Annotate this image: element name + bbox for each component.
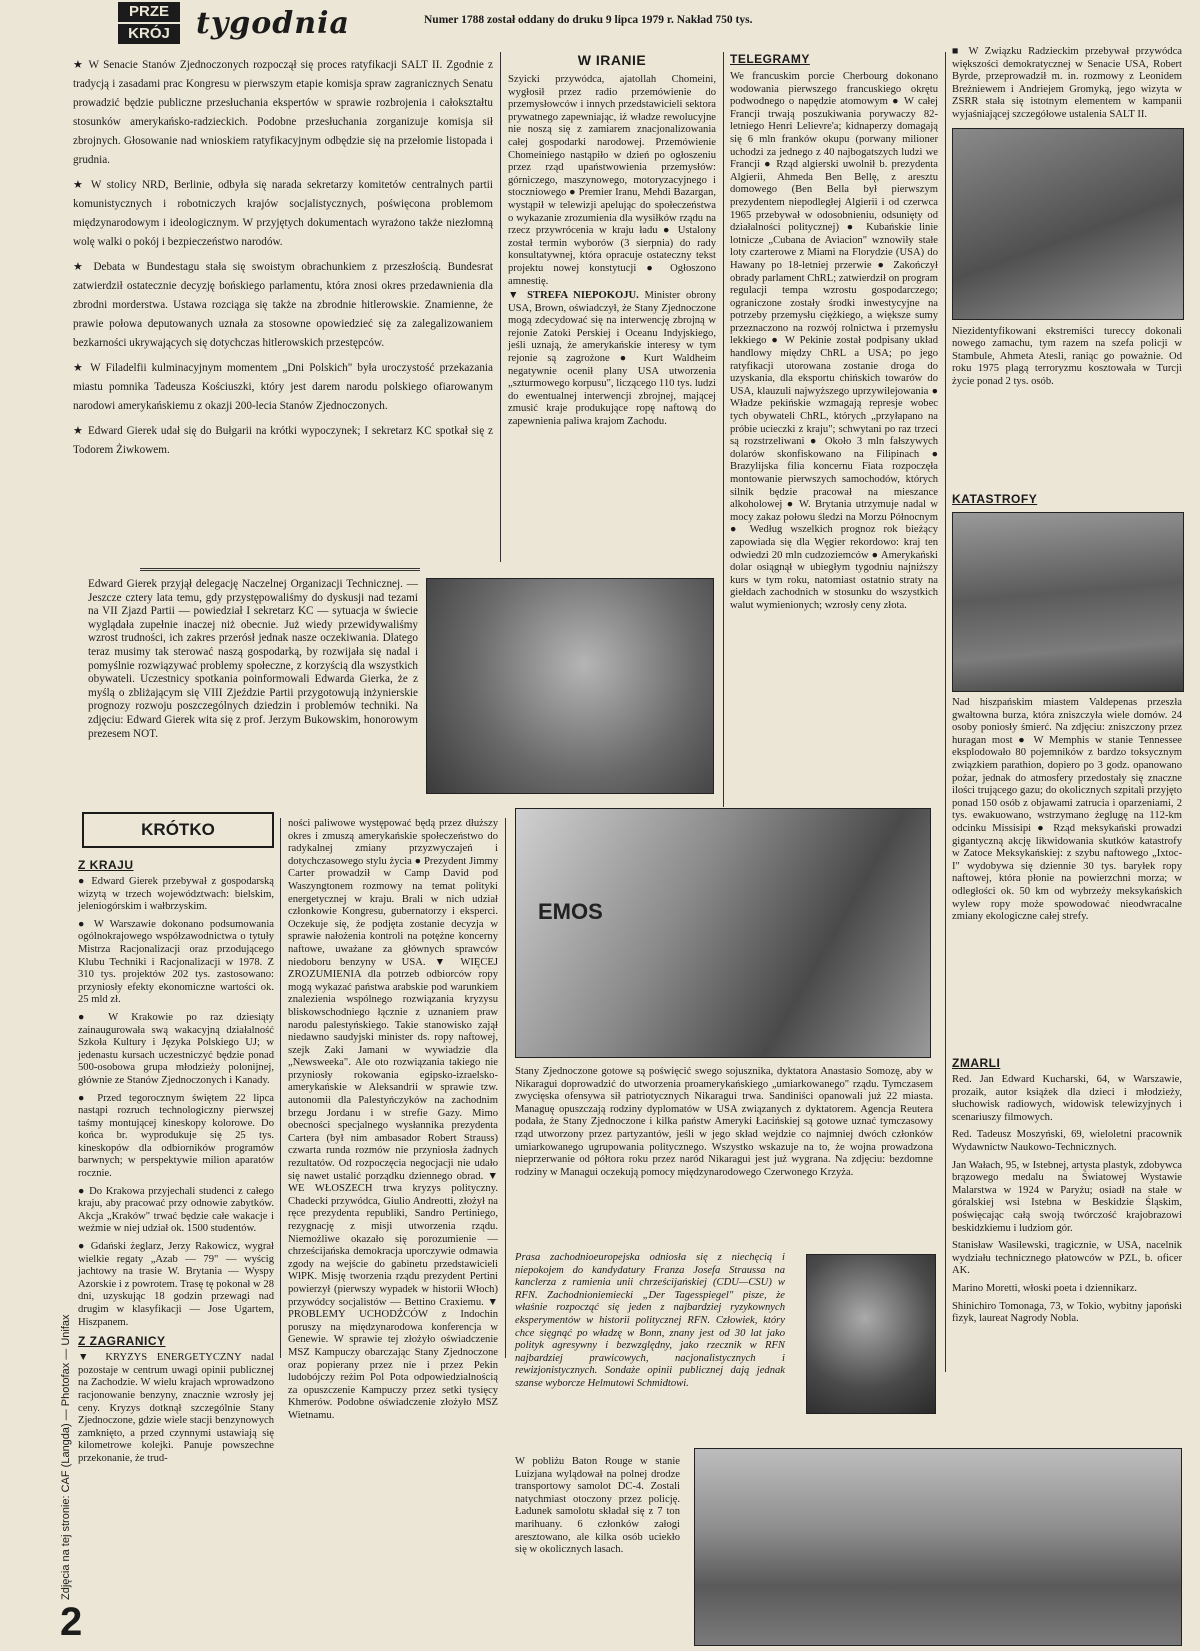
zmarli-block	[952, 1056, 1182, 1331]
katastrofy-text: Nad hiszpańskim miastem Valdepenas przeszła gwałtowna burza, która zniszczyła wiele domów. 24 osoby poniosły śmierć. Na zdjęciu: zniszczony przez huragan most ● W Memphis w stanie Tennessee eksplodowało 80 pojemników z bardzo toksycznym związkiem parathion, dopiero po 3 godz. opanowano pożar, jednak do atmosfery przedostały się znaczne ilości trującego gazu; do okolicznych szpitali przyjęto ponad 150 osób z objawami zatrucia i oparzeniami, 2 tys. ewakuowano, wstrzymano żeglugę na 112-km odcinku Missisipi ● Rząd meksykański prowadzi gigantyczną akcję likwidowania skutków katastrofy w Zatoce Meksykańskiej: z szybu naftowego „Ixtoc-I" wydobywa się dziennie 30 tys. baryłek ropy naftowej, która płonie na powierzchni morza; w odległości ok. 50 km od wybrzeży meksykańskich wylew ropy może spowodować nieodwracalne zmiany ekologiczne całej strefy.	[952, 697, 1182, 923]
news-item: ★ W Filadelfii kulminacyjnym momentem „Dni Polskich" była uroczystość przekazania miastu pomnika Tadeusza Kościuszki, który jest darem narodu polskiego ofiarowanym narodowi amerykańskiemu z okazji 200-lecia Stanów Zjednoczonych.	[73, 362, 493, 412]
zmarli-item: Shinichiro Tomonaga, 73, w Tokio, wybitny japoński fizyk, laureat Nagrody Nobla.	[952, 1300, 1182, 1325]
krotko-box	[82, 812, 274, 848]
iran-column	[508, 52, 716, 429]
logo-bottom: KRÓJ	[118, 24, 180, 44]
issue-line: Numer 1788 został oddany do druku 9 lipca 1979 r. Nakład 750 tys.	[424, 14, 753, 26]
kraj-item: ● Do Krakowa przyjechali studenci z całego kraju, aby pracować przy odnowie zabytków. Akcja „Kraków" trwać będzie całe wakacje i weźmie w niej udział ok. 1500 studentów.	[78, 1185, 274, 1235]
logo-top: PRZE	[118, 2, 180, 22]
col2-text: ności paliwowe występować będą przez dłuższy okres i zmuszą amerykańskie społeczeństwo do radykalnej zmiany przyzwyczajeń i dotychczasowego stylu życia ● Prezydent Jimmy Carter prowadził w Camp David pod Waszyngtonem rozmowy na temat polityki energetycznej w kraju. Brali w nich udział członkowie Kongresu, gubernatorzy i eksperci. Oczekuje się, że podjęta zostanie decyzja w sprawie nałożenia kontroli na potężne koncerny naftowe, uważane za głównych sprawców niedoboru benzyny w USA. ▼ WIĘCEJ ZROZUMIENIA dla potrzeb odbiorców ropy mogą wykazać państwa arabskie pod warunkiem znalezienia wspólnego rozwiązania kryzysu bliskowschodniego łącznie z uznaniem praw narodu palestyńskiego. Takie stanowisko zajął niedawno saudyjski minister ds. ropy naftowej, szejk Zaki Jamani w wywiadzie dla „Newsweeka". Ale oto rozwiązania takiego nie przyniosły rokowania egipsko-izraelsko-amerykańskie w Aleksandrii w sprawie tzw. autonomii dla Palestyńczyków na zachodnim brzegu Jordanu i w strefie Gazy. Mimo obecności specjalnego wysłannika prezydenta Cartera (był nim ambasador Robert Strauss) czwarta runda rozmów nie przyniosła żadnych rezultatów. Od rozpoczęcia negocjacji nie udało się nawet ustalić porządku dziennego obrad. ▼ WE WŁOSZECH trwa kryzys polityczny. Chadecki przywódca, Giulio Andreotti, złożył na ręce prezydenta republiki, Sandro Pertinіego, rezygnację z misji utworzenia rządu. Niemożliwe okazało się porozumienie — chrześcijańska demokracja uporczywie odmawia zgody na wejście do gabinetu przedstawicieli WłPK. Misję tworzenia rządu prezydent Pertini powierzył (pierwszy wypadek w historii Włoch) przywódcy socjalistów — Bettino Craxiemu. ▼ PROBLEMY UCHODŹCÓW z Indochin poruszy na międzynarodowa konferencja w Genewie. W sprawie tej złożyło oświadczenie MSZ Kampuczy obarczając Stany Zjednoczone oraz popierany przez nie i przez Pekin ludobójczy reżim Pol Pota odpowiedzialnością za opuszczenie Kampuczy przez setki tysięcy Khmerów. Podobne oświadczenie złożyło MSZ Wietnamu.	[288, 818, 498, 1421]
right-top	[952, 46, 1182, 389]
kraj-item: ● W Warszawie dokonano podsumowania ogólnokrajowego współzawodnictwa o tytuły Mistrza Racjonalizacji oraz przodującego Klubu Techniki i Racjonalizacji w 1978. Z 310 tys. projektów 202 tys. zastosowano: przyniosły efekty ekonomiczne wartości ok. 25 mld zł.	[78, 918, 275, 1006]
nicaragua-photo	[515, 808, 931, 1058]
masthead-logo	[118, 2, 180, 46]
page-number: 2	[60, 1600, 83, 1644]
strefa-heading: STREFA NIEPOKOJU.	[527, 290, 639, 302]
strefa-text: Minister obrony USA, Brown, oświadczył, że Stany Zjednoczone mogą zdecydować się na interwencję zbrojną w rejonie Zatoki Perskiej i Oceanu Indyjskiego, jeśli uznają, że amerykańskie interesy w tym rejonie są zagrożone ● Kurt Waldheim negatywnie ocenił plany USA utworzenia „szturmowego korpusu", liczącego 110 tys. ludzi do ewentualnej interwencji zbrojnej, mającej zmusić kraje produkujące ropę naftową do zapewnienia paliwa krajom Zachodu.	[508, 290, 716, 428]
telegramy-column	[730, 50, 938, 613]
strauss-block	[515, 1252, 785, 1391]
krotko-col1	[78, 858, 274, 1466]
zmarli-item: Red. Tadeusz Moszyński, 69, wieloletni pracownik Wydawnictw Naukowo-Technicznych.	[952, 1129, 1182, 1153]
nicaragua-sign: EMOS	[538, 899, 603, 924]
iran-heading: W IRANIE	[577, 52, 647, 68]
kraj-item: ● Gdański żeglarz, Jerzy Rakowicz, wygrał wielkie regaty „Azab — 79" — wyścig jachtowy na trasie W. Brytania — Wyspy Azorskie i z powrotem. Trasę tę pokonał w 28 dni, uzyskując 18 godzin przewagi nad drugim w klasyfikacji — Jose Ugartem, Hiszpanem.	[78, 1241, 274, 1328]
gierek-photo	[426, 578, 714, 794]
byrd-text: ■ W Związku Radzieckim przebywał przywódca większości demokratycznej w Senacie USA, Robert Byrde, przeprowadził m. in. rozmowy z Leonidem Breżniewem i Andriejem Gromyką, jego wizyta w ZSRR stała się istotnym elementem w kampanii wyjaśniającej szczegółowe ustalenia SALT II.	[952, 46, 1182, 120]
kraj-item: ● Przed tegorocznym świętem 22 lipca nastąpi rozruch technologiczny pierwszej taśmy montującej kineskopy kolorowe. Do końca br. wyprodukuje się 25 tys. kineskopów dla odbiorników programów barwnych; w perspektywie milion aparatów rocznie.	[78, 1092, 274, 1180]
news-item: ★ W Senacie Stanów Zjednoczonych rozpoczął się proces ratyfikacji SALT II. Zgodnie z tradycją i zasadami prac Kongresu w pierwszym etapie komisja spraw zagranicznych Senatu prowadzić będzie publiczne przesłuchania ekspertów w sprawie rozbrojenia i całokształtu stosunków amerykańsko-radzieckich. Podobne przesłuchania zorganizuje komisja sił zbrojnych. Głosowanie nad wnioskiem ratyfikacyjnym odbędzie się na przełomie listopada i grudnia.	[73, 59, 493, 166]
zmarli-item: Marino Moretti, włoski poeta i dziennikarz.	[952, 1282, 1138, 1294]
krotko-title: KRÓTKO	[141, 820, 215, 839]
turkey-caption: Niezidentyfikowani ekstremiści tureccy dokonali nowego zamachu, tym razem na szefa policji w Stambule, Ahmeta Atesli, raniąc go poważnie. Od roku 1975 plagą terroryzmu kosztowała w Turcji życie ponad 2 tys. osób.	[952, 325, 1182, 387]
zmarli-item: Jan Wałach, 95, w Istebnej, artysta plastyk, zdobywca brązowego medalu na Światowej Wystawie Malarstwa w 1924 w Paryżu; osiadł na stałe w góralskiej wsi Istebna w Beskidzie Śląskim, poświęcając całą swoją twórczość krajobrazowi beskidzkiemu i ludziom gór.	[952, 1159, 1182, 1234]
zmarli-item: Stanisław Wasilewski, tragicznie, w USA, nacelnik wydziału technicznego płatowców w PZL, b. oficer AK.	[952, 1240, 1182, 1277]
zmarli-item: Red. Jan Edward Kucharski, 64, w Warszawie, prozaik, autor książek dla dzieci i młodzieży, słuchowisk radiowych, widowisk telewizyjnych i scenariuszy filmowych.	[952, 1074, 1182, 1123]
news-item: ★ Edward Gierek udał się do Bułgarii na krótki wypoczynek; I sekretarz KC spotkał się z Todorem Żiwkowem.	[73, 425, 494, 456]
gierek-block	[88, 578, 418, 741]
nicaragua-caption: Stany Zjednoczone gotowe są poświęcić swego sojusznika, dyktatora Anastasio Somozę, aby w Nikaragui doprowadzić do utworzenia proamerykańskiego „umiarkowanego" rządu. Tymczasem zwycięska ofensywa sił patriotycznych Nikaragui trwa. Sandiniści opanowali już 22 miasta. Managuę opuszczają rodziny dyplomatów w USA związanych z dyktatorem. Agencja Reutera podała, że Stany Zjednoczone i kilka państw Ameryki Łacińskiej są gotowe uznać tymczasowy rząd utworzony przez partyzantów, jeśli w jego skład wejdzie co najmniej dwóch członków umiarkowanego ugrupowania politycznego. Wszystko wskazuje na to, że wojna prowadzona nieprzerwanie od półtora roku przez naród Nikaragui jest już wygrana. Na zdjęciu: bezdomne rodziny w Managui oczekują pomocy międzynarodowego Czerwonego Krzyża.	[515, 1066, 933, 1178]
zagr-text: ▼ KRYZYS ENERGETYCZNY nadal pozostaje w centrum uwagi opinii publicznej na Zachodzie. W wielu krajach wprowadzono racjonowanie benzyny, znacznie wzrosły jej ceny. Kryzys dotknął szczególnie Stany Zjednoczone, gdzie wiele stacji benzynowych zamknięto, a przed czynnymi ustawiają się kilometrowe kolejki. Panuje powszechne przekonanie, że trud-	[78, 1352, 274, 1464]
krotko-col2	[288, 818, 498, 1423]
photo-credit: Zdjęcia na tej stronie: CAF (Langda) — Photofax — Unifax	[60, 1314, 72, 1600]
strauss-text: Prasa zachodnioeuropejska odniosła się z niechęcią i niepokojem do kandydatury Franza Josefa Straussa na kanclerza z ramienia unii chrześcijańskiej (CDU—CSU) w RFN. Zachodnioniemiecki „Der Tagesspiegel" pisze, że właśnie rozpocząć się jeden z najbardziej ryzykownych eksperymentów w historii politycznej RFN. Człowiek, który chce sięgnąć po władzę w Bonn, znany jest od 30 lat jako polityk agresywny i bezwzględny, jako rzecznik w RFN najbardziej prawicowych, nacjonalistycznych i rewizjonistycznych. Sondaże opinii publicznej dają jednak szanse wyborcze Helmutowi Schmidtowi.	[515, 1252, 785, 1389]
storm-photo	[952, 512, 1184, 692]
section-title: tygodnia	[196, 6, 350, 41]
kraj-item: ● W Krakowie po raz dziesiąty zainaugurowała swą wakacyjną działalność Szkoła Kultury i Języka Polskiego UJ; w jedenastu kursach uczestniczyć będzie ponad 500-osobowa grupa młodzieży polonijnej, głównie ze Stanów Zjednoczonych i Kanady.	[78, 1011, 274, 1086]
news-item: ★ W stolicy NRD, Berlinie, odbyła się narada sekretarzy komitetów centralnych partii komunistycznych i robotniczych krajów socjalistycznych, poświęcona problemom międzynarodowym i ideologicznym. W przyjętych dokumentach wyrażono także niezłomną wolę walki o pokój i bezpieczeństwo narodów.	[73, 179, 493, 248]
gierek-text: Edward Gierek przyjął delegację Naczelnej Organizacji Technicznej. — Jeszcze cztery lata temu, gdy przystępowaliśmy do dyskusji nad tezami na VII Zjazd Partii — powiedział I sekretarz KC — sytuacja w świecie wyglądała zupełnie inaczej niż obecnie. Już wiedy przewidywaliśmy wzrost trudności, ich zakres przerósł jednak nasze oczekiwania. Dlatego teraz musimy tak sterować naszą gospodarką, by rozwijała się nadal i pomyślnie rozwiązywać problemy społeczne, z korzyścią dla wszystkich obywateli. Uczestnicy spotkania poinformowali Edwarda Gierka, że z myślą o zbliżającym się VIII Zjeździe Partii przygotowują inżynierskie prognozy rozwoju poszczególnych dziedzin i problemów techniki. Na zdjęciu: Edward Gierek wita się z prof. Jerzym Bukowskim, honorowym prezesem NOT.	[88, 578, 418, 740]
strauss-photo	[806, 1254, 936, 1414]
plane-photo	[694, 1448, 1182, 1646]
baton-text: W pobliżu Baton Rouge w stanie Luizjana wylądował na polnej drodze transportowy samolot DC-4. Zostali natychmiast otoczony przez policję. Ładunek samolotu składał się z 7 ton marihuany. 6 członków załogi aresztowano, ale kilka osób uciekło się w okolicznych lasach.	[515, 1456, 680, 1556]
iran-text: Szyicki przywódca, ajatollah Chomeini, wygłosił przez radio przemówienie do przemysłowców i innych przedstawicieli sektora prywatnego zapewniając, iż władze rewolucyjne nie noszą się z zamiarem znacjonalizowania całej gospodarki narodowej. Przemówienie Chomeiniego nastąpiło w dzień po ogłoszeniu przez rząd upaństwowienia przemysłów: górniczego, maszynowego, motoryzacyjnego i stoczniowego ● Premier Iranu, Mehdi Bazargan, wystąpił w telewizji apelując do społeczeństwa o wykazanie zrozumienia dla wysiłków rządu na rzecz przywrócenia w kraju ładu ● Ustalony został termin wyborów (3 sierpnia) do rady konsultatywnej, która opracuje ostateczny tekst projektu nowej konstytucji ● Ogłoszono amnestię.	[508, 74, 716, 287]
news-item: ★ Debata w Bundestagu stała się swoistym obrachunkiem z przeszłością. Bundesrat zatwierdził ostatecznie decyzję bońskiego parlamentu, która znosi okres przedawnienia dla zbrodni morderstwa. Ustawa rozciąga się także na zbrodnie hitlerowskie. Znamienne, że prawie połowa deputowanych uznała za stosowne opowiedzieć się za zalegalizowaniem bezkarności ukrywających się dotychczas hitlerowskich przestępców.	[73, 261, 494, 349]
left-news	[73, 56, 493, 466]
z-kraju-heading: Z KRAJU	[78, 858, 134, 872]
zmarli-heading: ZMARLI	[952, 1056, 1001, 1070]
telegramy-text: We francuskim porcie Cherbourg dokonano wodowania pierwszego francuskiego okrętu podwodnego o napędzie atomowym ● W całej Francji trwają poszukiwania porywaczy 82-letniego Henri Lelievre'a; kidnaperzy domagają się 6 mln franków okupu (porwany milioner uchodzi za jednego z 40 najbogatszych ludzi we Francji ● Rząd algierski uwolnił b. prezydenta Algierii, Ahmeda Ben Bellę, z aresztu domowego (Ben Bella był pierwszym prezydentem niepodległej Algierii i od czerwca 1965 przebywał w odosobnieniu, odsunięty od działalności politycznej) ● Kubańskie linie lotnicze „Cubana de Aviacion" wznowiły stałe loty czarterowe z Miami na Florydzie (USA) do Hawany po 18-letniej przerwie ● Zakończył obrady parlament ChRL; zatwierdził on program regulacji tempa wzrostu gospodarczego; ograniczone zostały środki inwestycyjne na potrzeby przemysłu ciężkiego, a większe sumy przeznaczono na rozwój rolnictwa i przemysłu lekkiego ● W Pekinie został podpisany układ handlowy między ChRL a USA; po jego ratyfikacji utorowana zostanie droga do uzyskania, dla eksportu chińskich towarów do USA, klauzuli najwyższego uprzywilejowania ● Władze pekińskie wzmagają represje wobec tych obywateli ChRL, których „przyłapano na próbie ucieczki z kraju"; schwytani po raz trzeci są rozstrzeliwani ● Około 3 mln fałszywych dolarów skonfiskowano na Filipinach ● Brazylijska filia koncernu Fiata rozpoczęła montowanie pierwszych samochodów, których silnik będzie pracował na mieszance alkoholowej ● W. Brytania utrzymuje nadal w mocy zakaz połowu śledzi na Morzu Północnym ● Według wszelkich prognoz rok bieżący zapowiada się dla Węgier rekordowo: kraj ten odwiedzi 20 mln cudzoziemców ● Amerykański dolar osiągnął w ubiegłym tygodniu najniższy kurs w tym roku, natomiast ostatnio straty na giełdach zachodnich w stosunku do wszystkich walut wymienionych; wzrosły ceny złota.	[730, 71, 938, 611]
turkey-photo	[952, 128, 1184, 320]
kraj-item: ● Edward Gierek przebywał z gospodarską wizytą w trzech województwach: bielskim, jeleniogórskim i wałbrzyskim.	[78, 876, 274, 913]
baton-block	[515, 1456, 680, 1557]
z-zagranicy-heading: Z ZAGRANICY	[78, 1334, 166, 1349]
strefa-block: ▼ STREFA NIEPOKOJU. Minister obrony USA, Brown, oświadczył, że Stany Zjednoczone mogą zdecydować się na interwencję zbrojną w rejonie Zatoki Perskiej i Oceanu Indyjskiego, jeśli uznają, że amerykańskie interesy w tym rejonie są zagrożone ● Kurt Waldheim negatywnie ocenił plany USA utworzenia „szturmowego korpusu", liczącego 110 tys. ludzi do ewentualnej interwencji zbrojnej, mającej zmusić kraje produkujące ropę naftową do zapewnienia paliwa krajom Zachodu.	[508, 290, 716, 428]
katastrofy-block	[952, 490, 1182, 924]
telegramy-heading: TELEGRAMY	[730, 52, 810, 66]
katastrofy-heading: KATASTROFY	[952, 492, 1038, 506]
